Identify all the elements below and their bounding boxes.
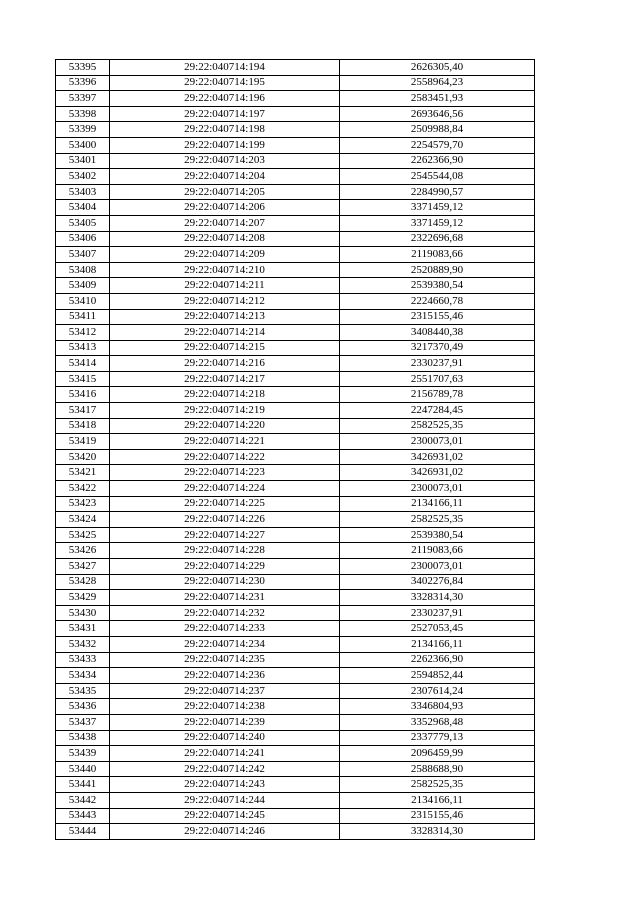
cadastral-value-cell: 3426931,02 [340, 449, 535, 465]
row-number-cell: 53415 [56, 371, 110, 387]
cadastral-value-cell: 2224660,78 [340, 293, 535, 309]
table-row [56, 434, 535, 450]
table-row [56, 527, 535, 543]
table-row [56, 449, 535, 465]
cadastral-number-cell: 29:22:040714:197 [110, 106, 340, 122]
cadastral-value-cell: 3371459,12 [340, 200, 535, 216]
cadastral-value-cell: 2315155,46 [340, 808, 535, 824]
cadastral-number-cell: 29:22:040714:196 [110, 91, 340, 107]
row-number-cell: 53434 [56, 668, 110, 684]
cadastral-number-cell: 29:22:040714:215 [110, 340, 340, 356]
cadastral-number-cell: 29:22:040714:198 [110, 122, 340, 138]
row-number-cell: 53402 [56, 169, 110, 185]
row-number-cell: 53423 [56, 496, 110, 512]
row-number-cell: 53426 [56, 543, 110, 559]
cadastral-number-cell: 29:22:040714:209 [110, 247, 340, 263]
row-number-cell: 53433 [56, 652, 110, 668]
table-row [56, 543, 535, 559]
row-number-cell: 53421 [56, 465, 110, 481]
cadastral-number-cell: 29:22:040714:219 [110, 403, 340, 419]
cadastral-value-cell: 2539380,54 [340, 527, 535, 543]
table-row [56, 621, 535, 637]
cadastral-number-cell: 29:22:040714:218 [110, 387, 340, 403]
row-number-cell: 53398 [56, 106, 110, 122]
cadastral-number-cell: 29:22:040714:234 [110, 636, 340, 652]
table-row [56, 761, 535, 777]
row-number-cell: 53412 [56, 325, 110, 341]
table-row [56, 746, 535, 762]
cadastral-value-cell: 3328314,30 [340, 824, 535, 840]
table-row [56, 215, 535, 231]
cadastral-value-cell: 2545544,08 [340, 169, 535, 185]
cadastral-value-cell: 2582525,35 [340, 777, 535, 793]
cadastral-number-cell: 29:22:040714:239 [110, 714, 340, 730]
table-row [56, 652, 535, 668]
cadastral-value-cell: 2322696,68 [340, 231, 535, 247]
table-row [56, 153, 535, 169]
table-row [56, 714, 535, 730]
cadastral-number-cell: 29:22:040714:217 [110, 371, 340, 387]
table-row [56, 636, 535, 652]
row-number-cell: 53403 [56, 184, 110, 200]
row-number-cell: 53407 [56, 247, 110, 263]
cadastral-number-cell: 29:22:040714:223 [110, 465, 340, 481]
table-row [56, 262, 535, 278]
cadastral-number-cell: 29:22:040714:242 [110, 761, 340, 777]
row-number-cell: 53439 [56, 746, 110, 762]
table-row [56, 559, 535, 575]
table-row [56, 137, 535, 153]
cadastral-value-cell: 2582525,35 [340, 512, 535, 528]
cadastral-value-cell: 3371459,12 [340, 215, 535, 231]
table-row [56, 730, 535, 746]
cadastral-number-cell: 29:22:040714:232 [110, 605, 340, 621]
cadastral-value-cell: 2693646,56 [340, 106, 535, 122]
cadastral-value-cell: 2594852,44 [340, 668, 535, 684]
row-number-cell: 53400 [56, 137, 110, 153]
row-number-cell: 53420 [56, 449, 110, 465]
cadastral-number-cell: 29:22:040714:235 [110, 652, 340, 668]
row-number-cell: 53424 [56, 512, 110, 528]
cadastral-value-cell: 2539380,54 [340, 278, 535, 294]
table-row [56, 403, 535, 419]
table-row [56, 231, 535, 247]
row-number-cell: 53441 [56, 777, 110, 793]
cadastral-value-cell: 2119083,66 [340, 543, 535, 559]
row-number-cell: 53440 [56, 761, 110, 777]
cadastral-value-cell: 2582525,35 [340, 418, 535, 434]
row-number-cell: 53413 [56, 340, 110, 356]
cadastral-value-cell: 2134166,11 [340, 792, 535, 808]
table-row [56, 699, 535, 715]
cadastral-number-cell: 29:22:040714:238 [110, 699, 340, 715]
table-row [56, 60, 535, 76]
cadastral-value-cell: 2096459,99 [340, 746, 535, 762]
row-number-cell: 53397 [56, 91, 110, 107]
row-number-cell: 53406 [56, 231, 110, 247]
cadastral-value-cell: 2315155,46 [340, 309, 535, 325]
table-row [56, 309, 535, 325]
cadastral-value-table [55, 59, 535, 840]
table-row [56, 169, 535, 185]
row-number-cell: 53419 [56, 434, 110, 450]
cadastral-value-cell: 2300073,01 [340, 559, 535, 575]
cadastral-value-cell: 3217370,49 [340, 340, 535, 356]
cadastral-number-cell: 29:22:040714:194 [110, 60, 340, 76]
row-number-cell: 53409 [56, 278, 110, 294]
row-number-cell: 53425 [56, 527, 110, 543]
table-row [56, 683, 535, 699]
row-number-cell: 53444 [56, 824, 110, 840]
cadastral-value-cell: 2583451,93 [340, 91, 535, 107]
cadastral-number-cell: 29:22:040714:231 [110, 590, 340, 606]
table-row [56, 668, 535, 684]
table-row [56, 792, 535, 808]
table-row [56, 91, 535, 107]
cadastral-value-cell: 2626305,40 [340, 60, 535, 76]
row-number-cell: 53418 [56, 418, 110, 434]
table-row [56, 293, 535, 309]
table-row [56, 808, 535, 824]
table-row [56, 247, 535, 263]
cadastral-number-cell: 29:22:040714:225 [110, 496, 340, 512]
cadastral-value-cell: 2588688,90 [340, 761, 535, 777]
table-row [56, 465, 535, 481]
cadastral-value-cell: 2134166,11 [340, 636, 535, 652]
table-row [56, 106, 535, 122]
cadastral-value-cell: 2254579,70 [340, 137, 535, 153]
row-number-cell: 53404 [56, 200, 110, 216]
row-number-cell: 53443 [56, 808, 110, 824]
cadastral-number-cell: 29:22:040714:246 [110, 824, 340, 840]
cadastral-number-cell: 29:22:040714:203 [110, 153, 340, 169]
row-number-cell: 53431 [56, 621, 110, 637]
row-number-cell: 53399 [56, 122, 110, 138]
cadastral-number-cell: 29:22:040714:240 [110, 730, 340, 746]
cadastral-value-cell: 3352968,48 [340, 714, 535, 730]
cadastral-value-cell: 2300073,01 [340, 481, 535, 497]
cadastral-number-cell: 29:22:040714:216 [110, 356, 340, 372]
table-row [56, 387, 535, 403]
cadastral-number-cell: 29:22:040714:214 [110, 325, 340, 341]
row-number-cell: 53416 [56, 387, 110, 403]
cadastral-number-cell: 29:22:040714:213 [110, 309, 340, 325]
cadastral-value-cell: 2520889,90 [340, 262, 535, 278]
table-row [56, 200, 535, 216]
cadastral-value-cell: 2300073,01 [340, 434, 535, 450]
cadastral-number-cell: 29:22:040714:195 [110, 75, 340, 91]
cadastral-number-cell: 29:22:040714:236 [110, 668, 340, 684]
cadastral-value-cell: 2330237,91 [340, 605, 535, 621]
cadastral-number-cell: 29:22:040714:206 [110, 200, 340, 216]
cadastral-number-cell: 29:22:040714:226 [110, 512, 340, 528]
table-row [56, 824, 535, 840]
table-row [56, 496, 535, 512]
cadastral-number-cell: 29:22:040714:212 [110, 293, 340, 309]
table-row [56, 371, 535, 387]
cadastral-value-cell: 2337779,13 [340, 730, 535, 746]
row-number-cell: 53435 [56, 683, 110, 699]
table-row [56, 512, 535, 528]
row-number-cell: 53411 [56, 309, 110, 325]
cadastral-value-cell: 2262366,90 [340, 652, 535, 668]
row-number-cell: 53395 [56, 60, 110, 76]
table-row [56, 325, 535, 341]
row-number-cell: 53438 [56, 730, 110, 746]
table-row [56, 777, 535, 793]
table-body [56, 60, 535, 840]
row-number-cell: 53408 [56, 262, 110, 278]
row-number-cell: 53396 [56, 75, 110, 91]
table-row [56, 356, 535, 372]
row-number-cell: 53432 [56, 636, 110, 652]
cadastral-number-cell: 29:22:040714:229 [110, 559, 340, 575]
cadastral-value-cell: 3328314,30 [340, 590, 535, 606]
row-number-cell: 53429 [56, 590, 110, 606]
cadastral-number-cell: 29:22:040714:224 [110, 481, 340, 497]
table-row [56, 75, 535, 91]
cadastral-number-cell: 29:22:040714:237 [110, 683, 340, 699]
row-number-cell: 53422 [56, 481, 110, 497]
row-number-cell: 53442 [56, 792, 110, 808]
table-row [56, 340, 535, 356]
cadastral-number-cell: 29:22:040714:227 [110, 527, 340, 543]
cadastral-number-cell: 29:22:040714:199 [110, 137, 340, 153]
row-number-cell: 53417 [56, 403, 110, 419]
cadastral-number-cell: 29:22:040714:228 [110, 543, 340, 559]
cadastral-value-cell: 2330237,91 [340, 356, 535, 372]
row-number-cell: 53401 [56, 153, 110, 169]
row-number-cell: 53414 [56, 356, 110, 372]
cadastral-value-cell: 2262366,90 [340, 153, 535, 169]
cadastral-value-cell: 2509988,84 [340, 122, 535, 138]
table-row [56, 590, 535, 606]
cadastral-number-cell: 29:22:040714:210 [110, 262, 340, 278]
cadastral-number-cell: 29:22:040714:205 [110, 184, 340, 200]
cadastral-number-cell: 29:22:040714:243 [110, 777, 340, 793]
cadastral-number-cell: 29:22:040714:220 [110, 418, 340, 434]
row-number-cell: 53427 [56, 559, 110, 575]
cadastral-value-cell: 3426931,02 [340, 465, 535, 481]
cadastral-value-cell: 3402276,84 [340, 574, 535, 590]
cadastral-number-cell: 29:22:040714:204 [110, 169, 340, 185]
cadastral-value-cell: 2307614,24 [340, 683, 535, 699]
cadastral-value-cell: 2284990,57 [340, 184, 535, 200]
row-number-cell: 53430 [56, 605, 110, 621]
cadastral-value-cell: 2558964,23 [340, 75, 535, 91]
cadastral-value-cell: 2551707,63 [340, 371, 535, 387]
table-row [56, 481, 535, 497]
cadastral-number-cell: 29:22:040714:207 [110, 215, 340, 231]
cadastral-number-cell: 29:22:040714:245 [110, 808, 340, 824]
cadastral-number-cell: 29:22:040714:211 [110, 278, 340, 294]
cadastral-value-cell: 3408440,38 [340, 325, 535, 341]
cadastral-value-cell: 2119083,66 [340, 247, 535, 263]
row-number-cell: 53410 [56, 293, 110, 309]
cadastral-number-cell: 29:22:040714:222 [110, 449, 340, 465]
table-row [56, 418, 535, 434]
cadastral-number-cell: 29:22:040714:221 [110, 434, 340, 450]
row-number-cell: 53428 [56, 574, 110, 590]
row-number-cell: 53436 [56, 699, 110, 715]
cadastral-value-cell: 2156789,78 [340, 387, 535, 403]
table-row [56, 574, 535, 590]
table-row [56, 278, 535, 294]
cadastral-number-cell: 29:22:040714:208 [110, 231, 340, 247]
cadastral-value-cell: 3346804,93 [340, 699, 535, 715]
cadastral-number-cell: 29:22:040714:230 [110, 574, 340, 590]
row-number-cell: 53437 [56, 714, 110, 730]
table-row [56, 184, 535, 200]
cadastral-value-cell: 2134166,11 [340, 496, 535, 512]
cadastral-value-cell: 2527053,45 [340, 621, 535, 637]
cadastral-number-cell: 29:22:040714:244 [110, 792, 340, 808]
cadastral-value-cell: 2247284,45 [340, 403, 535, 419]
row-number-cell: 53405 [56, 215, 110, 231]
table-row [56, 605, 535, 621]
cadastral-number-cell: 29:22:040714:241 [110, 746, 340, 762]
cadastral-number-cell: 29:22:040714:233 [110, 621, 340, 637]
table-row [56, 122, 535, 138]
